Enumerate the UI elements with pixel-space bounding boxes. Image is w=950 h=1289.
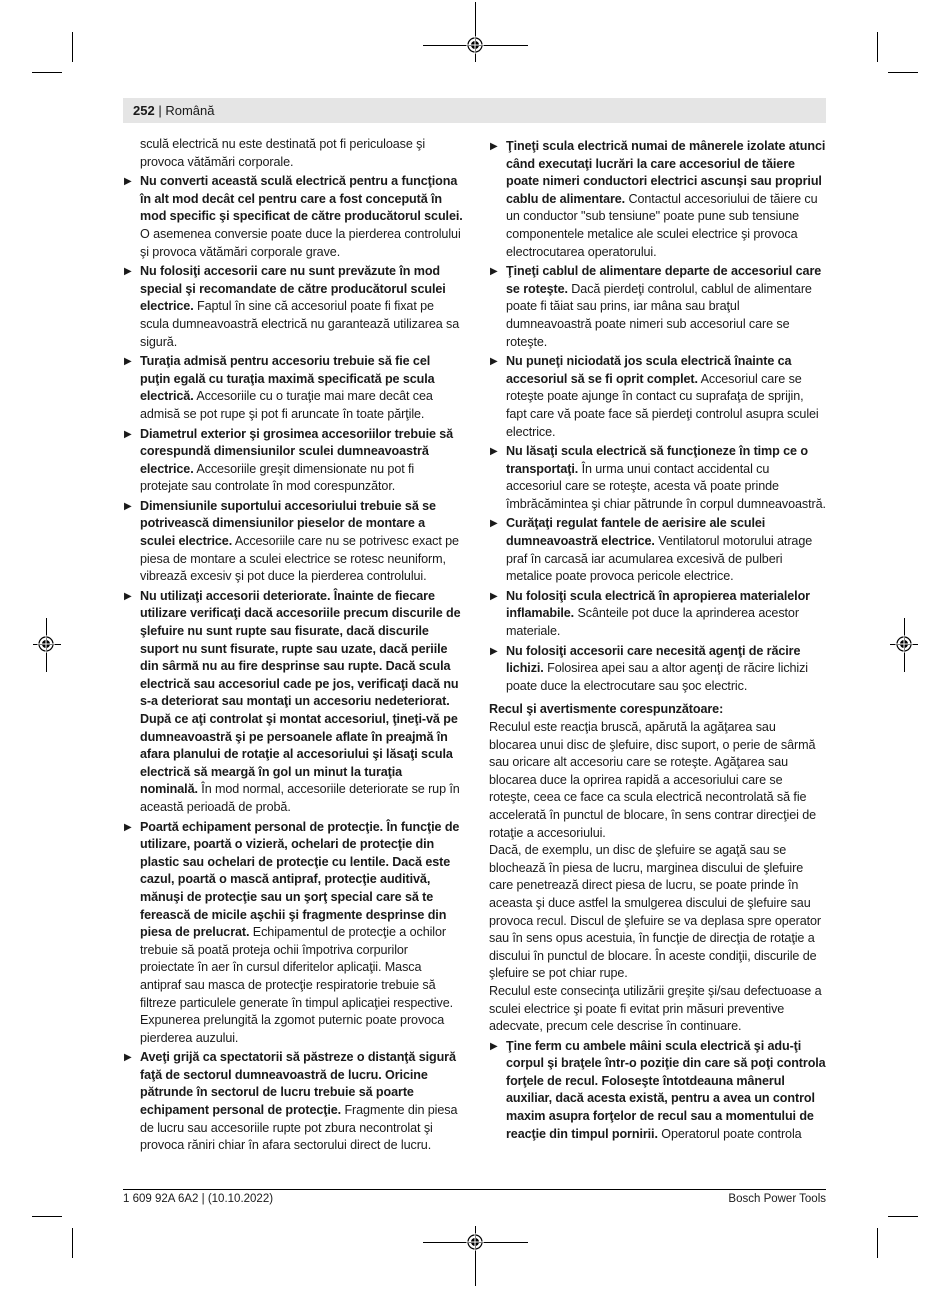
right-column <box>489 136 826 1143</box>
footer-rule <box>123 1189 826 1190</box>
list-item <box>489 1038 826 1144</box>
triangle-right-icon: ▶ <box>490 1040 498 1052</box>
intro-paragraph: sculă electrică nu este destinată pot fi periculoase şi provoca vătămări corporale. <box>140 137 426 169</box>
list-item <box>123 588 463 817</box>
crosshair-icon <box>466 36 484 54</box>
paragraph: Reculul este reacţia bruscă, apărută la agăţarea sau blocarea unui disc de şlefuire, disc suport, o perie de sârmă sau oricare alt accesoriu care se roteşte. Agăţarea sau blocarea duce la oprirea rapidă a accesoriului care se roteşte, ceea ce face ca scula electrică necontrolată să fie accelerată în punctul de blocare, în sens contrar direcţiei de rotaţie a accesoriului. <box>489 720 817 840</box>
bullet-bold-text: Turaţia admisă pentru accesoriu trebuie să fie cel puţin egală cu turaţia maximă specificată pe scula electrică. <box>140 354 435 404</box>
bullet-bold-text: Diametrul exterior şi grosimea accesoriilor trebuie să corespundă dimensiunilor sculei dumneavoastră electrice. <box>140 426 454 476</box>
triangle-right-icon: ▶ <box>490 141 498 152</box>
bullet-bold-text: Nu lăsaţi scula electrică să funcţioneze în timp ce o transportaţi. <box>506 444 808 476</box>
paragraph: Dacă, de exemplu, un disc de şlefuire se agaţă sau se blochează în piesa de lucru, marginea discului de şlefuire care penetrează direct piesa de lucru, se poate prinde în aceasta şi duce astfel la smulgerea discului de şlefuire sau provoca recul. Discul de şlefuire se va deplasa spre operator sau în sens opus acestuia, în funcţie de direcţia de rotaţie a discului în punctul de blocare. În aceste condiţii, discurile de şlefuire se pot chiar rupe. <box>489 843 822 981</box>
crosshair-icon <box>37 635 55 653</box>
triangle-right-icon: ▶ <box>490 518 498 530</box>
triangle-right-icon: ▶ <box>124 266 132 278</box>
bullet-text: Fragmente din piesa de lucru sau accesoriile rupte pot zbura necontrolat şi provoca răniri chiar în afara sectorului direct de lucru. <box>140 1103 458 1153</box>
bullet-text: În mod normal, accesoriile deteriorate se rup în această perioadă de probă. <box>140 782 460 814</box>
bullet-bold-text: Nu utilizaţi accesorii deteriorate. Înainte de fiecare utilizare verificaţi dacă accesoriile precum discurile de şlefuire nu sunt rupte sau fisurate, dacă discurile suport nu sunt fisurate, rupte sau uzate, dacă periile din sârmă nu au fire desprinse sau rupte. Dacă scula electrică sau accesoriul cade pe jos, verificaţi dacă nu s-a deteriorat sau montaţi un accesoriu nedeteriorat. După ce aţi controlat şi montat accesoriul, ţineţi-vă pe dumneavoastră şi pe persoanele aflate în preajmă în afara planului de rotaţie al accesoriului şi lăsaţi scula electrică să meargă în gol un minut la turaţia nominală. <box>140 588 461 797</box>
crop-mark <box>877 1228 878 1258</box>
bullet-text: Accesoriul care se roteşte poate ajunge în contact cu suprafaţa de sprijin, fapt care vă poate face să pierdeţi controlul asupra sculei electrice. <box>506 371 819 439</box>
bullet-bold-text: Ţine ferm cu ambele mâini scula electrică şi adu-ţi corpul şi braţele într-o poziţie din care să poţi controla forţele de recul. Foloseşte întotdeauna mânerul auxiliar, dacă acesta există, pentru a avea un control maxim asupra forţelor de recul sau a momentului de reacţie din timpul pornirii. <box>506 1038 826 1141</box>
bullet-text: Ventilatorul motorului atrage praf în carcasă iar acumularea excesivă de pulberi metalice poate provoca pericole electrice. <box>506 534 813 584</box>
list-item <box>489 263 826 351</box>
bullet-text: Faptul în sine că accesoriul poate fi fixat pe scula dumneavoastră electrică nu garantează utilizarea sa sigură. <box>140 299 460 349</box>
bullet-bold-text: Ţineţi scula electrică numai de mânerele izolate atunci când executaţi lucrări la care accesoriul de tăiere poate nimeri conductori electrici ascunşi sau propriul cablu de alimentare. <box>506 139 826 206</box>
footer-code: 1 609 92A 6A2 | (10.10.2022) <box>123 1193 274 1205</box>
triangle-right-icon: ▶ <box>124 821 132 833</box>
bullet-bold-text: Nu folosiţi accesorii care necesită agenţi de răcire lichizi. <box>506 643 801 676</box>
triangle-right-icon: ▶ <box>490 590 498 602</box>
bullet-text: Accesoriile cu o turaţie mai mare decât cea admisă se pot rupe şi pot fi aruncate în toate părţile. <box>140 389 433 421</box>
bullet-bold-text: Nu puneţi niciodată jos scula electrică înainte ca accesoriul să se fi oprit complet. <box>506 354 792 386</box>
crosshair-icon <box>895 635 913 653</box>
bullet-bold-text: Dimensiunile suportului accesoriului trebuie să se potrivească dimensiunilor pieselor de montare a sculei electrice. <box>140 498 436 549</box>
crop-mark <box>32 1216 62 1217</box>
left-bullet-list <box>123 173 463 1155</box>
section-title: Recul şi avertismente corespunzătoare: <box>489 702 724 717</box>
bullet-text: Operatorul poate controla <box>657 1126 802 1141</box>
crop-mark <box>888 1216 918 1217</box>
list-item <box>123 1049 463 1155</box>
bullet-text: Scânteile pot duce la aprinderea acestor materiale. <box>506 606 799 639</box>
list-item <box>489 643 826 696</box>
triangle-right-icon: ▶ <box>490 645 498 657</box>
bullet-text: O asemenea conversie poate duce la pierderea controlului şi provoca vătămări corporale grave. <box>140 226 461 259</box>
triangle-right-icon: ▶ <box>124 176 132 188</box>
bullet-text: Contactul accesoriului de tăiere cu un conductor "sub tensiune" poate pune sub tensiune componentele metalice ale sculei electrice şi provoca electrocutarea operatorului. <box>506 191 818 259</box>
triangle-right-icon: ▶ <box>124 428 132 440</box>
crop-mark <box>72 1228 73 1258</box>
crosshair-icon <box>466 1233 484 1251</box>
list-item <box>123 263 463 351</box>
right-bullet-list <box>489 138 826 695</box>
triangle-right-icon: ▶ <box>124 500 132 512</box>
list-item <box>489 588 826 641</box>
list-item <box>123 173 463 261</box>
triangle-right-icon: ▶ <box>490 446 498 458</box>
bullet-bold-text: Poartă echipament personal de protecţie. În funcţie de utilizare, poartă o vizieră, ochelari de protecţie din plastic sau ochelari de protecţie cu lentile. Dacă este cazul, poartă o mască antipraf, protecţie auditivă, mănuşi de protecţie sau un şorţ special care să te ferească de micile aşchii şi fragmente desprinse din piesa de prelucrat. <box>140 819 460 940</box>
list-item <box>123 353 463 423</box>
list-item <box>489 515 826 585</box>
bullet-bold-text: Nu folosiţi accesorii care nu sunt prevăzute în mod special şi recomandate de către producătorul sculei electrice. <box>140 264 446 314</box>
crop-mark <box>888 72 918 73</box>
page-header-band <box>123 98 826 123</box>
bullet-text: Echipamentul de protecţie a ochilor trebuie să poată proteja ochii împotriva corpurilor proiectate în aer în cursul diferitelor aplicaţii. Masca antipraf sau masca de protecţie respiratorie trebuie să filtreze particulele generate în timpul aplicaţiei respective. Expunerea prelungită la zgomot puternic poate provoca pierderea auzului. <box>140 925 454 1045</box>
bullet-text: Dacă pierdeţi controlul, cablul de alimentare poate fi tăiat sau prins, iar mâna sau braţul dumneavoastră poate nimeri sub accesoriul care se roteşte. <box>506 281 812 349</box>
page-number: 252 <box>133 103 155 118</box>
list-item <box>123 498 463 586</box>
paragraph: Reculul este consecinţa utilizării greşite şi/sau defectuoase a sculei electrice şi poate fi evitat prin măsuri preventive adecvate, precum cele descrise în continuare. <box>489 983 822 1034</box>
bullet-text: Accesoriile care nu se potrivesc exact pe piesa de montare a sculei electrice se rotesc neuniform, vibrează excesiv şi pot duce la pierderea controlului. <box>140 534 459 584</box>
bullet-text: În urma unui contact accidental cu accesoriul care se roteşte, acesta vă poate prinde îmbrăcămintea şi chiar pătrunde în corpul dumneavoastră. <box>506 461 826 511</box>
crop-mark <box>877 32 878 62</box>
bullet-bold-text: Nu folosiţi scula electrică în apropierea materialelor inflamabile. <box>506 588 810 621</box>
bullet-bold-text: Curăţaţi regulat fantele de aerisire ale sculei dumneavoastră electrice. <box>506 516 766 549</box>
triangle-right-icon: ▶ <box>490 356 498 368</box>
left-column <box>123 136 463 1155</box>
triangle-right-icon: ▶ <box>124 356 132 368</box>
bullet-bold-text: Aveţi grijă ca spectatorii să păstreze o distanţă sigură faţă de sectorul dumneavoastră de lucru. Oricine pătrunde în sectorul de lucru trebuie să poarte echipament personal de protecţie. <box>140 1050 456 1118</box>
list-item <box>489 138 826 261</box>
header-language: Română <box>165 103 215 118</box>
crop-mark <box>72 32 73 62</box>
bullet-bold-text: Ţineţi cablul de alimentare departe de accesoriul care se roteşte. <box>506 264 822 296</box>
header-separator: | <box>158 103 162 118</box>
triangle-right-icon: ▶ <box>124 1052 132 1064</box>
triangle-right-icon: ▶ <box>490 266 498 278</box>
page-header <box>133 103 214 119</box>
bullet-bold-text: Nu converti această sculă electrică pentru a funcţiona în alt mod decât cel pentru care a fost concepută în mod specific şi specificat de către producătorul sculei. <box>140 174 463 224</box>
bullet-text: Accesoriile greşit dimensionate nu pot fi protejate sau controlate în mod corespunzător. <box>140 461 415 494</box>
bullet-text: Folosirea apei sau a altor agenţi de răcire lichizi poate duce la electrocutare sau şoc electric. <box>506 661 809 693</box>
triangle-right-icon: ▶ <box>124 590 132 602</box>
crop-mark <box>32 72 62 73</box>
list-item <box>489 353 826 441</box>
list-item <box>123 819 463 1048</box>
footer-brand: Bosch Power Tools <box>728 1193 826 1205</box>
list-item <box>489 443 826 513</box>
list-item <box>123 426 463 496</box>
